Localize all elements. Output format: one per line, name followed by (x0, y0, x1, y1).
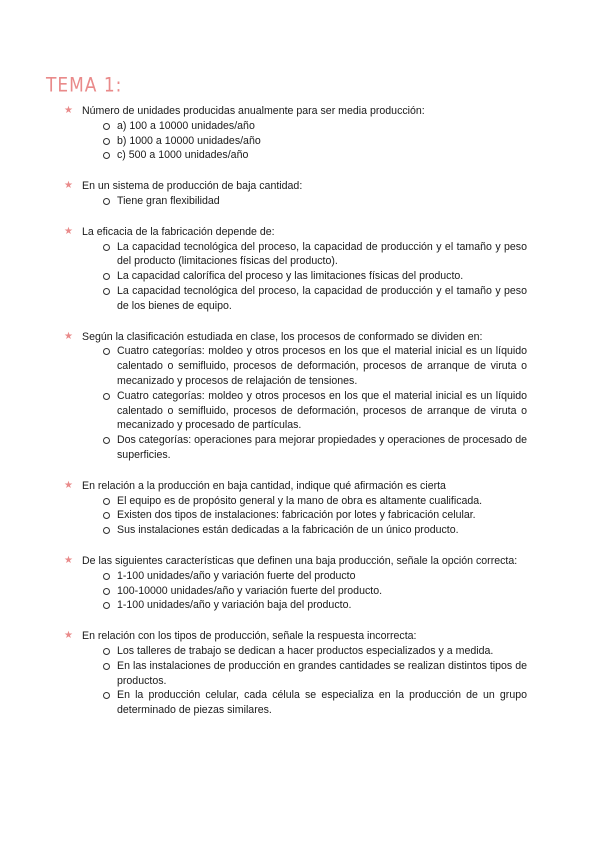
question-text: Según la clasificación estudiada en clase, los procesos de conformado se dividen en: (82, 330, 483, 343)
option-item (82, 433, 527, 463)
circle-bullet-icon (103, 527, 110, 534)
option-text: b) 1000 a 10000 unidades/año (117, 134, 261, 147)
option-item (82, 494, 527, 509)
option-item (82, 240, 527, 270)
option-text: La capacidad calorífica del proceso y las limitaciones físicas del producto. (117, 270, 464, 283)
option-item (82, 523, 527, 538)
option-list (82, 119, 527, 163)
option-list (82, 494, 527, 538)
option-item (82, 119, 527, 134)
circle-bullet-icon (103, 437, 110, 444)
circle-bullet-icon (103, 138, 110, 145)
option-item (82, 508, 527, 523)
option-text: En la producción celular, cada célula se especializa en la producción de un grupo determinado de piezas similares. (117, 689, 527, 717)
circle-bullet-icon (103, 573, 110, 580)
question-item (64, 554, 527, 613)
option-text: Sus instalaciones están dedicadas a la fabricación de un único producto. (117, 524, 459, 537)
circle-bullet-icon (103, 602, 110, 609)
circle-bullet-icon (103, 123, 110, 130)
question-item (64, 330, 527, 463)
question-item (64, 225, 527, 314)
star-icon: ★ (64, 105, 73, 116)
option-item (82, 284, 527, 314)
option-text: 1-100 unidades/año y variación fuerte del producto (117, 569, 356, 582)
option-item (82, 688, 527, 718)
option-item (82, 194, 527, 209)
option-text: Cuatro categorías: moldeo y otros procesos en los que el material inicial es un líquido calentado o semifluido, procesos de deformación, procesos de arranque de viruta o mecanizado y procesado de partículas. (117, 389, 527, 432)
circle-bullet-icon (103, 498, 110, 505)
option-list (82, 194, 527, 209)
option-list (82, 644, 527, 718)
star-icon: ★ (64, 554, 73, 566)
option-text: El equipo es de propósito general y la mano de obra es altamente cualificada. (117, 494, 483, 507)
circle-bullet-icon (103, 348, 110, 355)
star-icon: ★ (64, 180, 73, 192)
question-text: De las siguientes características que definen una baja producción, señale la opción correcta: (82, 554, 518, 567)
circle-bullet-icon (103, 152, 110, 159)
option-text: Existen dos tipos de instalaciones: fabricación por lotes y fabricación celular. (117, 509, 476, 522)
option-text: 1-100 unidades/año y variación baja del producto. (117, 599, 352, 612)
option-text: La capacidad tecnológica del proceso, la capacidad de producción y el tamaño y peso de los bienes de equipo. (117, 284, 527, 312)
question-text: Número de unidades producidas anualmente para ser media producción: (82, 105, 425, 117)
question-item (64, 479, 527, 538)
option-item (82, 134, 527, 149)
question-list (64, 104, 527, 734)
circle-bullet-icon (103, 198, 110, 205)
question-item (64, 629, 527, 718)
option-item (82, 344, 527, 388)
option-list (82, 344, 527, 462)
question-text: En un sistema de producción de baja cantidad: (82, 180, 303, 193)
circle-bullet-icon (103, 663, 110, 670)
option-item (82, 569, 527, 584)
circle-bullet-icon (103, 273, 110, 280)
option-text: Tiene gran flexibilidad (117, 194, 220, 207)
star-icon: ★ (64, 630, 73, 642)
star-icon: ★ (64, 479, 73, 491)
circle-bullet-icon (103, 648, 110, 655)
circle-bullet-icon (103, 512, 110, 519)
star-icon: ★ (64, 330, 73, 342)
question-text: La eficacia de la fabricación depende de: (82, 225, 275, 238)
option-item (82, 659, 527, 689)
page-title: TEMA 1: (46, 74, 123, 97)
option-list (82, 240, 527, 314)
circle-bullet-icon (103, 393, 110, 400)
question-item (64, 104, 527, 163)
circle-bullet-icon (103, 244, 110, 251)
option-item (82, 584, 527, 599)
question-item (64, 179, 527, 209)
option-text: Cuatro categorías: moldeo y otros procesos en los que el material inicial es un líquido calentado o semifluido, procesos de deformación, procesos de arranque de viruta o mecanizado y procesos de relajación de tensiones. (117, 345, 527, 387)
question-text: En relación con los tipos de producción, señale la respuesta incorrecta: (82, 630, 417, 643)
option-text: La capacidad tecnológica del proceso, la capacidad de producción y el tamaño y peso del producto (limitaciones físicas del producto). (117, 240, 527, 268)
option-text: 100-10000 unidades/año y variación fuerte del producto. (117, 584, 383, 597)
option-item (82, 148, 527, 163)
option-item (82, 644, 527, 659)
option-text: Dos categorías: operaciones para mejorar propiedades y operaciones de procesado de superficies. (117, 434, 527, 461)
star-icon: ★ (64, 225, 73, 237)
option-text: a) 100 a 10000 unidades/año (117, 119, 255, 132)
circle-bullet-icon (103, 692, 110, 699)
option-list (82, 569, 527, 613)
option-item (82, 598, 527, 613)
option-text: En las instalaciones de producción en grandes cantidades se realizan distintos tipos de productos. (117, 659, 527, 687)
option-item (82, 389, 527, 433)
question-text: En relación a la producción en baja cantidad, indique qué afirmación es cierta (82, 479, 446, 492)
option-text: c) 500 a 1000 unidades/año (117, 149, 249, 162)
option-item (82, 269, 527, 284)
option-text: Los talleres de trabajo se dedican a hacer productos especializados y a medida. (117, 644, 494, 657)
circle-bullet-icon (103, 288, 110, 295)
circle-bullet-icon (103, 588, 110, 595)
